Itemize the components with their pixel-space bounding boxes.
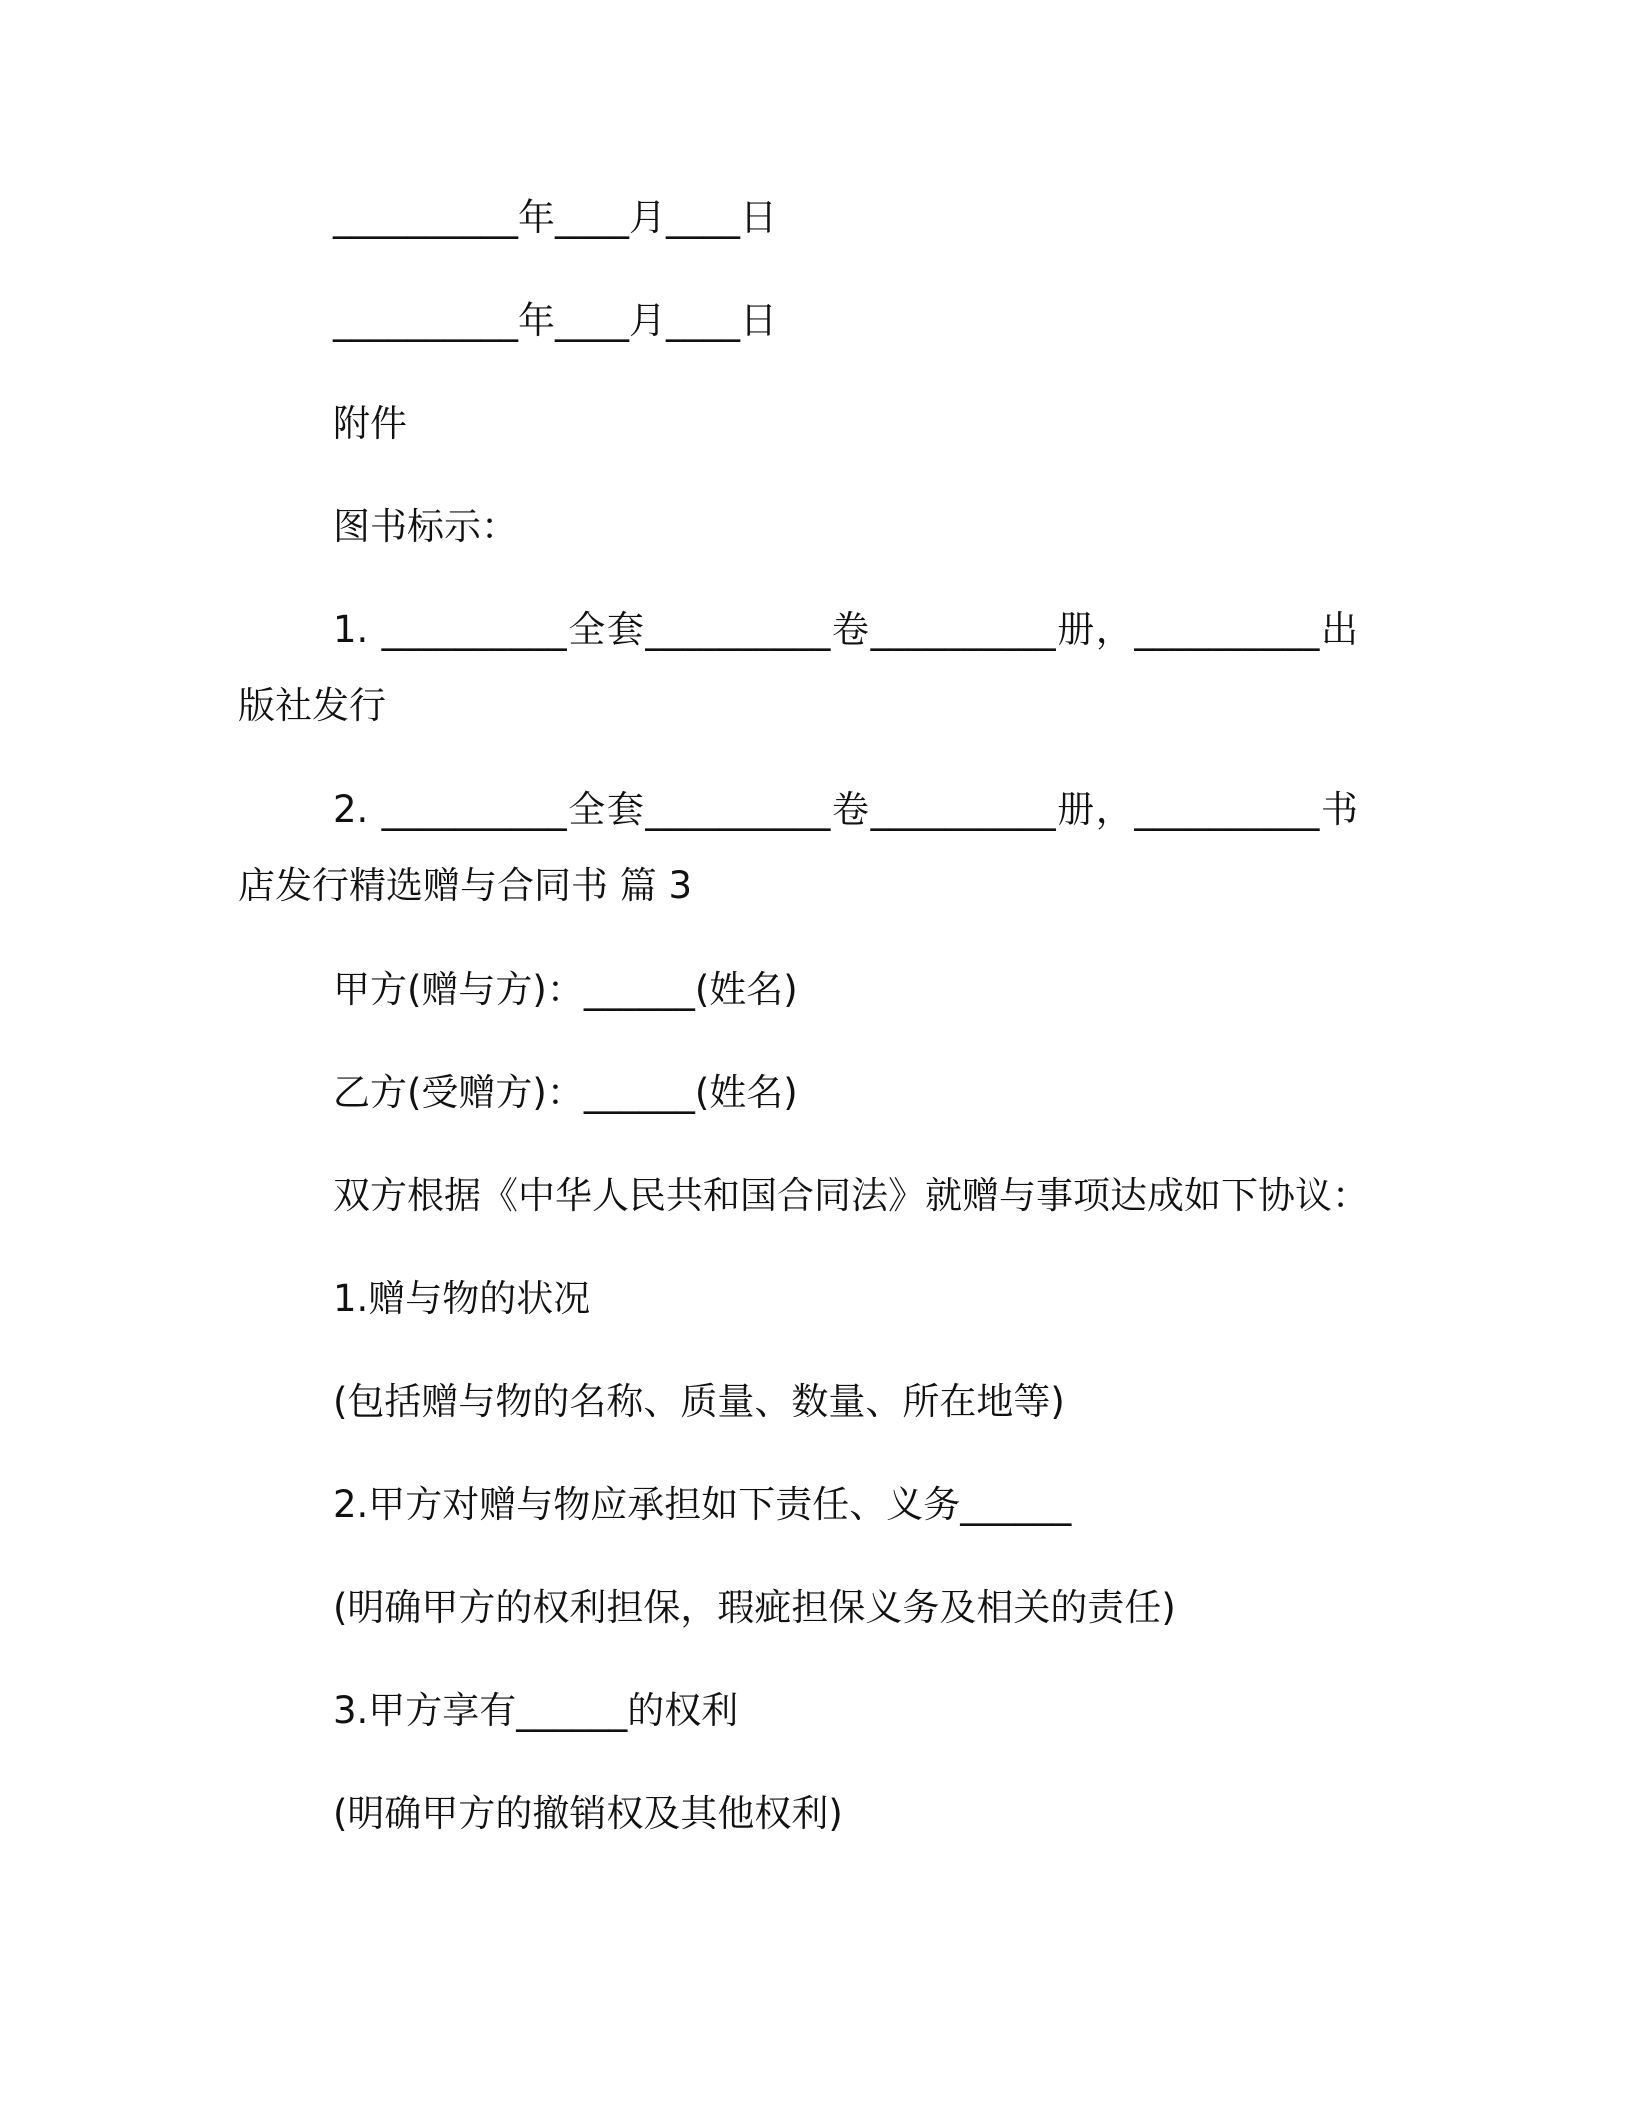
book-item-1-continuation: 版社发行 <box>238 684 386 727</box>
book-item-2-continuation: 店发行精选赠与合同书 篇 3 <box>238 864 693 907</box>
date-line-2: __________年____月____日 <box>333 299 777 342</box>
book-item-1 <box>238 608 1358 728</box>
clause-1-note: (包括赠与物的名称、质量、数量、所在地等) <box>333 1380 1065 1423</box>
clause-3-note: (明确甲方的撤销权及其他权利) <box>333 1792 843 1835</box>
agreement-intro: 双方根据《中华人民共和国合同法》就赠与事项达成如下协议： <box>333 1174 1369 1217</box>
book-item-2-first-line: 2. __________全套__________卷__________册，__________书 <box>333 788 1358 831</box>
date-line-1: __________年____月____日 <box>333 196 777 239</box>
clause-2-note: (明确甲方的权利担保，瑕疵担保义务及相关的责任) <box>333 1586 1176 1629</box>
book-item-1-first-line: 1. __________全套__________卷__________册，__________出 <box>333 608 1358 651</box>
clause-3-heading: 3.甲方享有______的权利 <box>333 1689 739 1732</box>
book-item-2 <box>238 788 1358 908</box>
book-label: 图书标示： <box>333 505 518 548</box>
clause-1-heading: 1.赠与物的状况 <box>333 1277 591 1320</box>
party-a-line: 甲方(赠与方)：______(姓名) <box>333 968 798 1011</box>
attachment-heading: 附件 <box>333 402 407 445</box>
clause-2-heading: 2.甲方对赠与物应承担如下责任、义务______ <box>333 1483 1072 1526</box>
party-b-line: 乙方(受赠方)：______(姓名) <box>333 1071 798 1114</box>
